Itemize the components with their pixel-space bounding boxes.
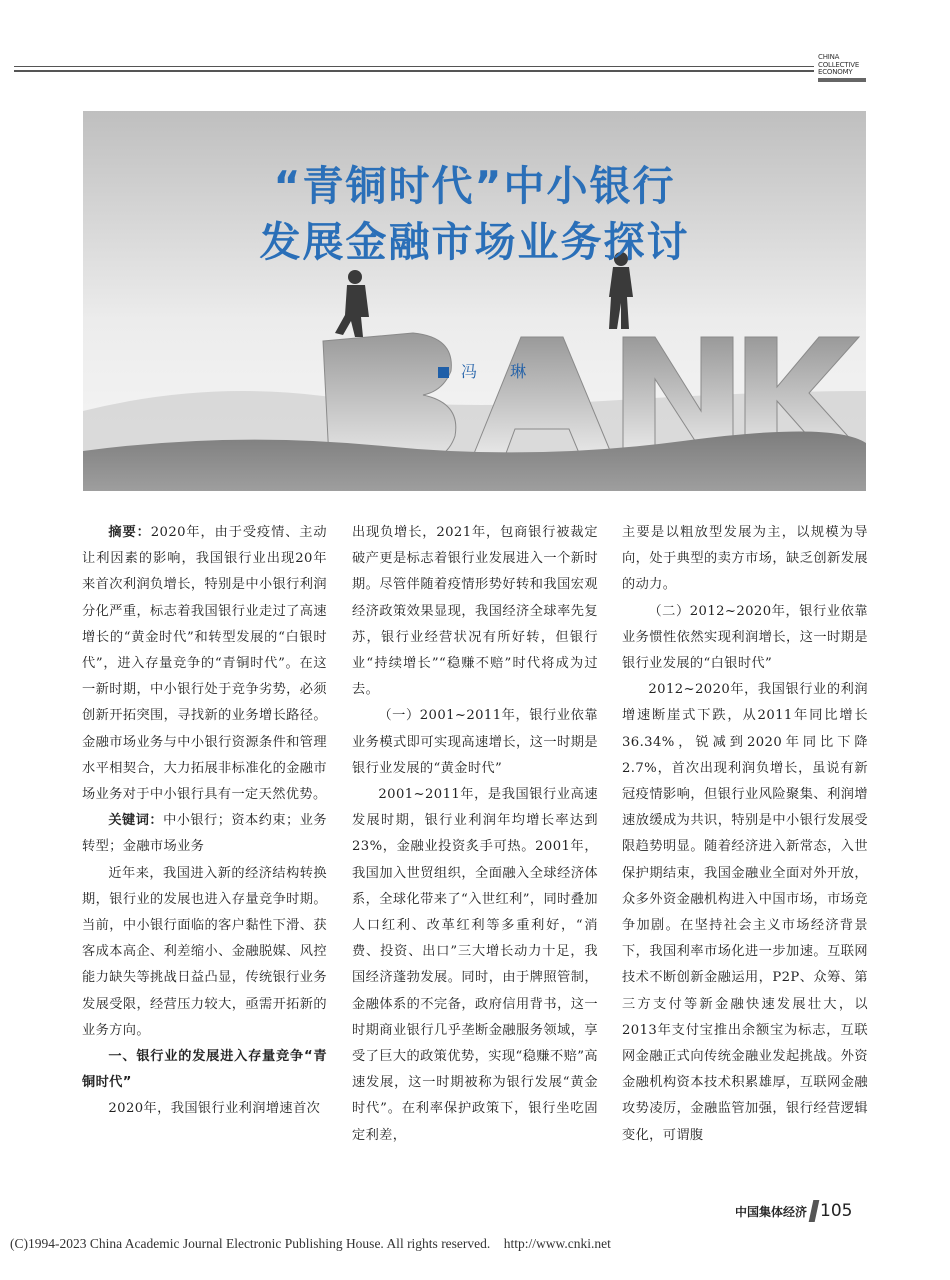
header-rule-thin (14, 66, 814, 67)
logo-bar (818, 78, 866, 82)
logo-line: CHINA (818, 53, 840, 61)
text-column-2 (352, 520, 598, 1149)
copyright-line (10, 1236, 940, 1252)
article-title-line1: “青铜时代”中小银行 (273, 162, 676, 210)
copyright-url[interactable]: http://www.cnki.net (503, 1236, 611, 1251)
page-footer (735, 1200, 852, 1222)
copyright-text: (C)1994-2023 China Academic Journal Electronic Publishing House. All rights reserved. (10, 1236, 491, 1251)
paragraph: 2001~2011年，是我国银行业高速发展时期，银行业利润年均增长率达到23%，金融业投资炙手可热。2001年，我国加入世贸组织，全面融入全球经济体系，全球化带来了“入世红利”，同时叠加人口红利、改革红利等多重利好，“消费、投资、出口”三大增长动力十足，我国经济蓬勃发展。同时，由于牌照管制，金融体系的不完备，政府信用背书，这一时期商业银行几乎垄断金融服务领域，享受了巨大的政策优势，实现“稳赚不赔”高速发展，这一时期被称为银行发展“黄金时代”。在利率保护政策下，银行坐吃固定利差， (352, 787, 598, 1143)
logo-line: ECONOMY (818, 68, 853, 76)
keywords (82, 808, 327, 860)
paragraph-continued: 出现负增长，2021年，包商银行被裁定破产更是标志着银行业发展进入一个新时期。尽管伴随着疫情形势好转和我国宏观经济政策效果显现，我国经济全球率先复苏，银行业经营状况有所好转，但银行业“持续增长”“稳赚不赔”时代将成为过去。 (352, 525, 598, 698)
text-column-3 (622, 520, 868, 1149)
author-square-icon (438, 367, 449, 378)
header-rule-thick (14, 70, 814, 72)
author-name: 冯 琳 (461, 362, 541, 381)
journal-name: 中国集体经济 (735, 1205, 808, 1219)
paragraph: 近年来，我国进入新的经济结构转换期，银行业的发展也进入存量竞争时期。当前，中小银行面临的客户黏性下滑、获客成本高企、利差缩小、金融脱媒、风控能力缺失等挑战日益凸显，传统银行业务发展受限，经营压力较大，亟需开拓新的业务方向。 (82, 865, 327, 1038)
author-byline (438, 359, 540, 382)
article-title-line2: 发展金融市场业务探讨 (259, 218, 690, 266)
abstract-label: 摘要： (108, 525, 151, 540)
abstract-text: 2020年，由于受疫情、主动让利因素的影响，我国银行业出现20年来首次利润负增长，特别是中小银行利润分化严重，标志着我国银行业走过了高速增长的“黄金时代”和转型发展的“白银时代”，进入存量竞争的“青铜时代”。在这一新时期，中小银行处于竞争劣势，必须创新开拓突围，寻找新的业务增长路径。金融市场业务与中小银行资源条件和管理水平相契合，大力拓展非标准化的金融市场业务对于中小银行具有一定天然优势。 (82, 525, 327, 803)
text-column-1 (82, 520, 327, 1123)
logo-line: COLLECTIVE (818, 60, 860, 69)
keywords-text: 中小银行；资本约束；业务转型；金融市场业务 (82, 813, 327, 855)
paragraph: 2020年，我国银行业利润增速首次 (108, 1101, 321, 1117)
section-heading: 一、银行业的发展进入存量竞争“青铜时代” (82, 1049, 327, 1091)
article-banner (83, 111, 866, 491)
paragraph-continued: 主要是以粗放型发展为主，以规模为导向，处于典型的卖方市场，缺乏创新发展的动力。 (622, 525, 868, 593)
abstract (82, 520, 327, 808)
journal-logo (818, 54, 878, 82)
keywords-label: 关键词： (108, 813, 164, 829)
footer-bar (809, 1200, 820, 1222)
paragraph: 2012~2020年，我国银行业的利润增速断崖式下跌，从2011年同比增长36.34%，锐减到2020年同比下降2.7%，首次出现利润负增长，虽说有新冠疫情影响，但银行业风险聚集、利润增速放缓成为共识，特别是中小银行发展受限趋势明显。随着经济进入新常态，入世保护期结束，我国金融业全面对外开放，众多外资金融机构进入中国市场，市场竞争加剧。在坚持社会主义市场经济背景下，我国利率市场化进一步加速。互联网技术不断创新金融运用，P2P、众筹、第三方支付等新金融快速发展壮大，以2013年支付宝推出余额宝为标志，互联网金融正式向传统金融业发起挑战。外资金融机构资本技术积累雄厚，互联网金融攻势凌厉，金融监管加强，银行经营逻辑变化，可谓腹 (622, 682, 868, 1143)
subsection-heading: （二）2012~2020年，银行业依靠业务惯性依然实现利润增长，这一时期是银行业发展的“白银时代” (622, 603, 868, 672)
page-number: 105 (820, 1201, 853, 1221)
subsection-heading: （一）2001~2011年，银行业依靠业务模式即可实现高速增长，这一时期是银行业发展的“黄金时代” (352, 708, 598, 776)
